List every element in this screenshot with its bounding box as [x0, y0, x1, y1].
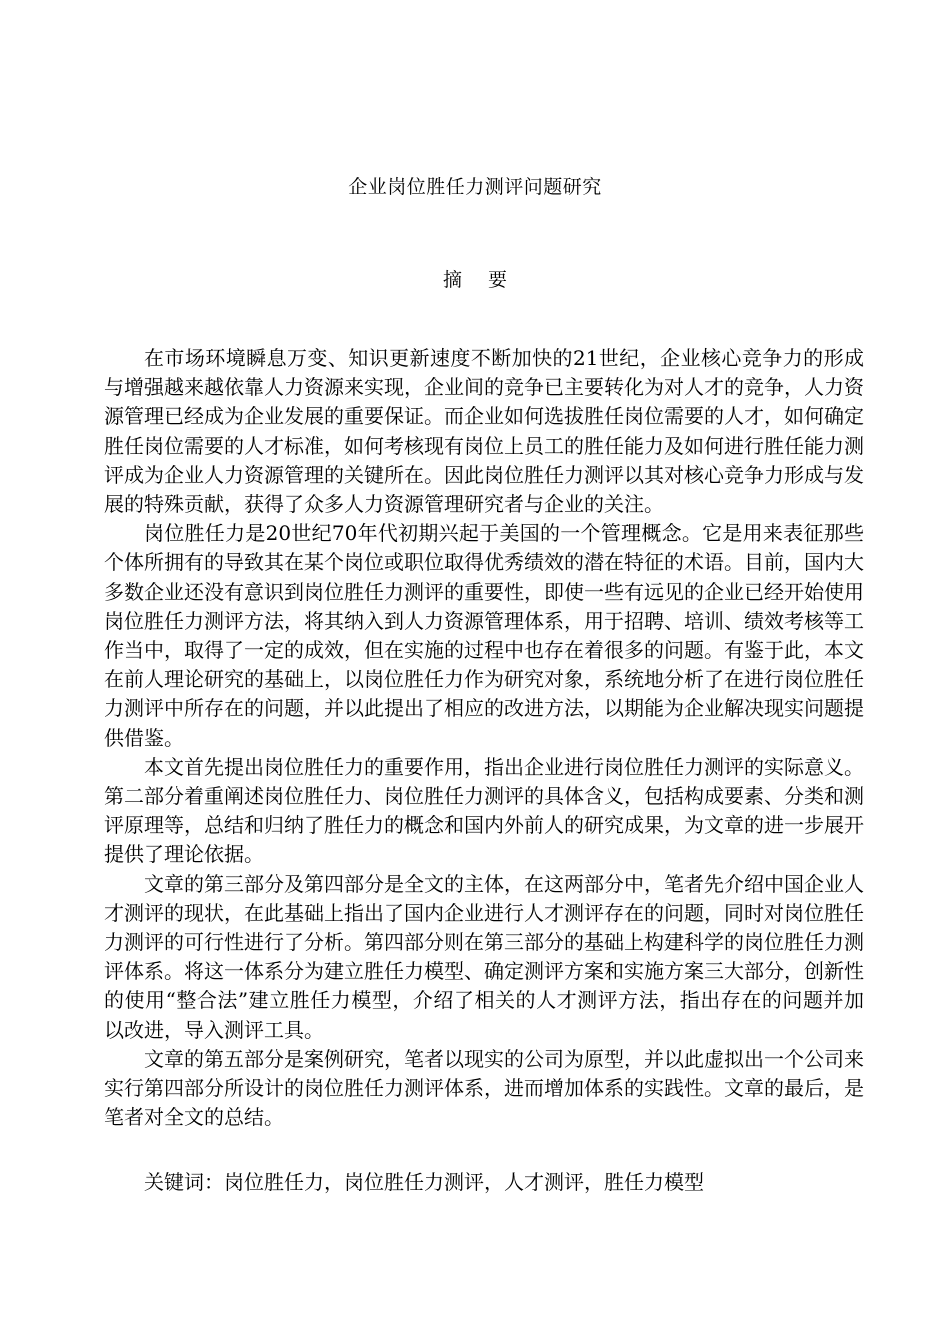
abstract-paragraph: 本文首先提出岗位胜任力的重要作用，指出企业进行岗位胜任力测评的实际意义。第二部分着重阐述岗位胜任力、岗位胜任力测评的具体含义，包括构成要素、分类和测评原理等，总结和归纳了胜任力的概念和国内外前人的研究成果，为文章的进一步展开提供了理论依据。 — [104, 754, 864, 867]
abstract-body — [104, 344, 864, 1132]
abstract-paragraph: 文章的第三部分及第四部分是全文的主体，在这两部分中，笔者先介绍中国企业人才测评的现状，在此基础上指出了国内企业进行人才测评存在的问题，同时对岗位胜任力测评的可行性进行了分析。第四部分则在第三部分的基础上构建科学的岗位胜任力测评体系。将这一体系分为建立胜任力模型、确定测评方案和实施方案三大部分，创新性的使用“整合法”建立胜任力模型，介绍了相关的人才测评方法，指出存在的问题并加以改进，导入测评工具。 — [104, 871, 864, 1042]
abstract-paragraph: 在市场环境瞬息万变、知识更新速度不断加快的21世纪，企业核心竞争力的形成与增强越来越依靠人力资源来实现，企业间的竞争已主要转化为对人才的竞争，人力资源管理已经成为企业发展的重要保证。而企业如何选拔胜任岗位需要的人才，如何确定胜任岗位需要的人才标准，如何考核现有岗位上员工的胜任能力及如何进行胜任能力测评成为企业人力资源管理的关键所在。因此岗位胜任力测评以其对核心竞争力形成与发展的特殊贡献，获得了众多人力资源管理研究者与企业的关注。 — [104, 346, 864, 517]
abstract-paragraph: 岗位胜任力是20世纪70年代初期兴起于美国的一个管理概念。它是用来表征那些个体所拥有的导致其在某个岗位或职位取得优秀绩效的潜在特征的术语。目前，国内大多数企业还没有意识到岗位胜任力测评的重要性，即使一些有远见的企业已经开始使用岗位胜任力测评方法，将其纳入到人力资源管理体系，用于招聘、培训、绩效考核等工作当中，取得了一定的成效，但在实施的过程中也存在着很多的问题。有鉴于此，本文在前人理论研究的基础上，以岗位胜任力作为研究对象，系统地分析了在进行岗位胜任力测评中所存在的问题，并以此提出了相应的改进方法，以期能为企业解决现实问题提供借鉴。 — [104, 521, 864, 750]
abstract-heading — [0, 267, 950, 293]
document-title: 企业岗位胜任力测评问题研究 — [348, 176, 602, 198]
abstract-paragraph: 文章的第五部分是案例研究，笔者以现实的公司为原型，并以此虚拟出一个公司来实行第四部分所设计的岗位胜任力测评体系，进而增加体系的实践性。文章的最后，是笔者对全文的总结。 — [104, 1046, 864, 1130]
keywords-line: 关键词：岗位胜任力，岗位胜任力测评，人才测评，胜任力模型 — [144, 1170, 704, 1194]
abstract-heading-char-1: 摘 — [442, 269, 462, 291]
abstract-heading-char-2: 要 — [488, 269, 508, 291]
